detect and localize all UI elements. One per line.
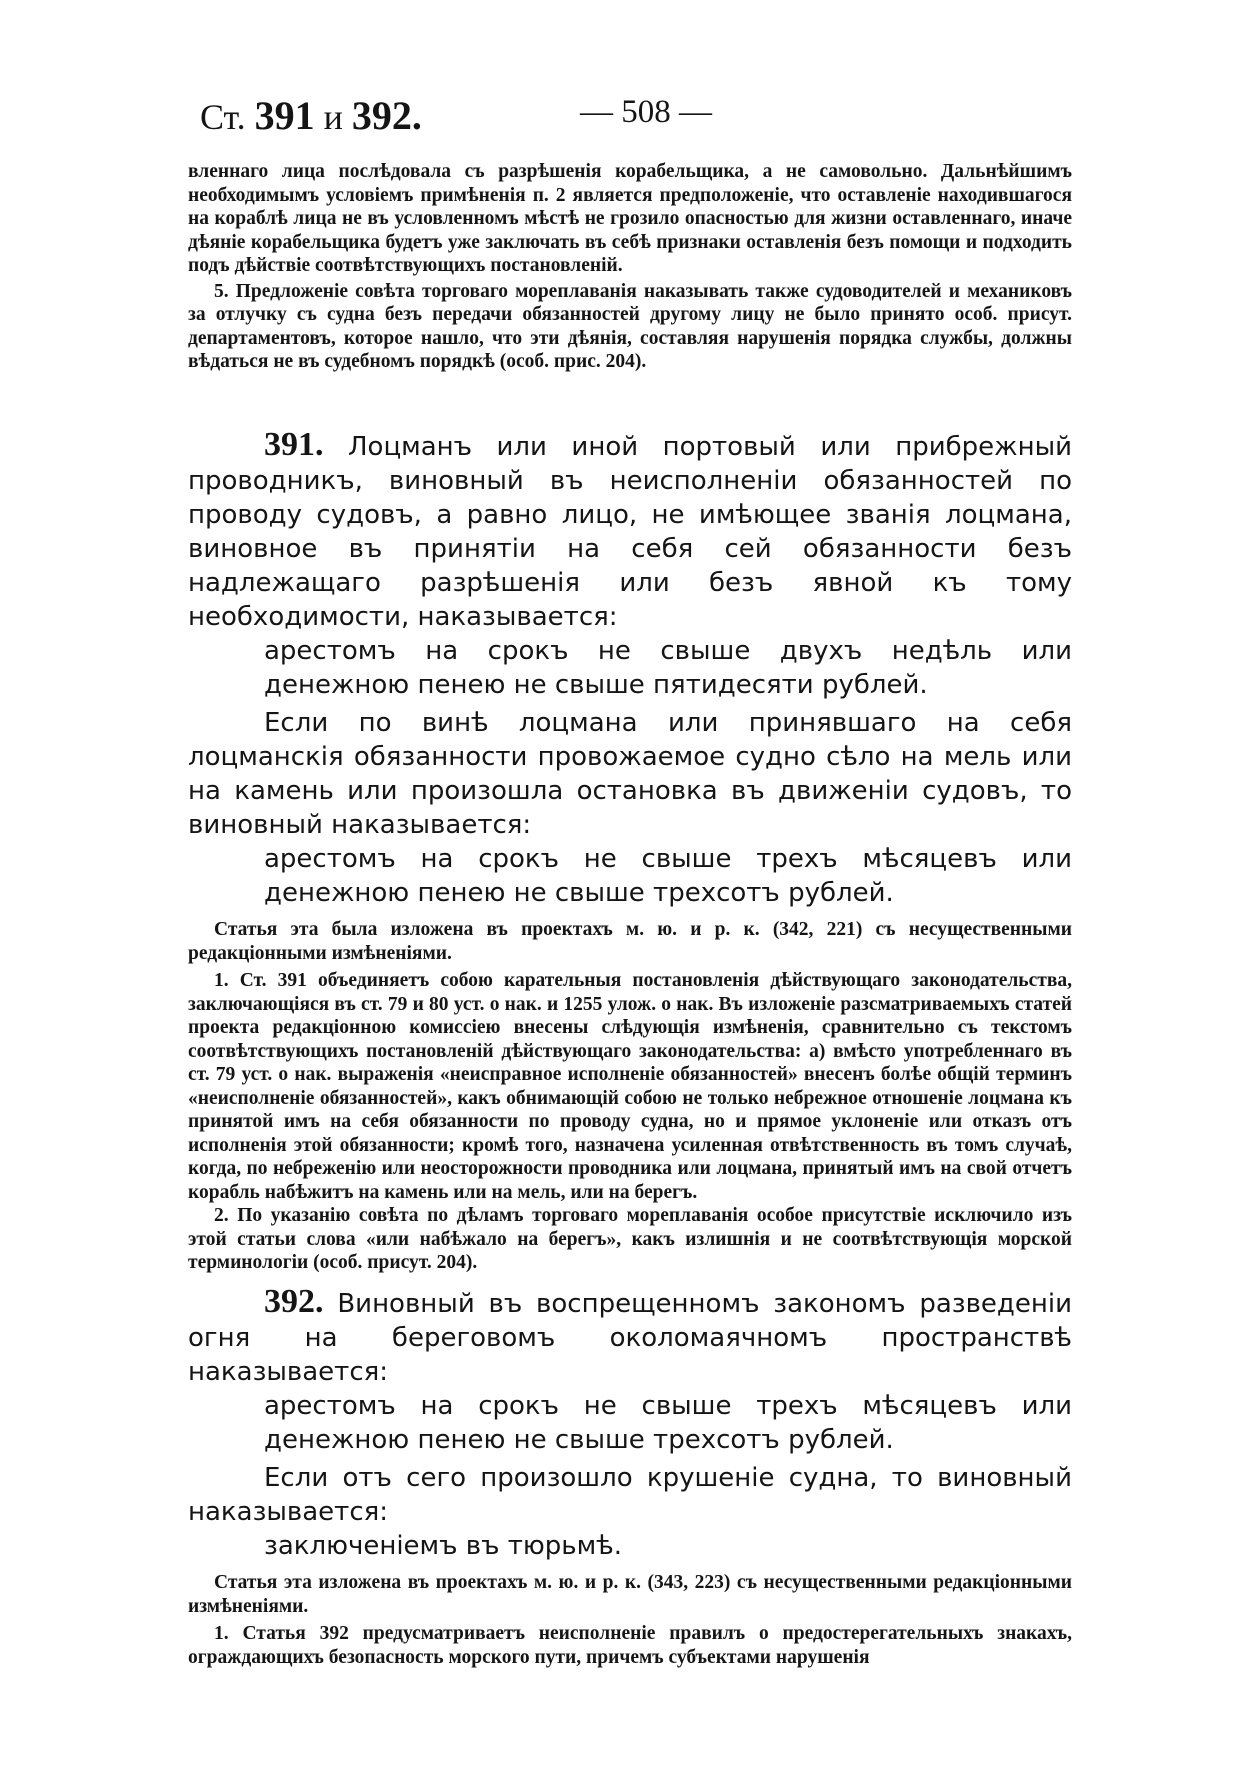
article-392-note-1: 1. Статья 392 предусматриваетъ неисполненіе правилъ о предостерегательныхъ знакахъ, ограждающихъ безопасность морского пути, причемъ субъектами нарушенія	[188, 1623, 1072, 1668]
article-392-penalty-2: заключеніемъ въ тюрьмѣ.	[264, 1531, 622, 1561]
article-391-text	[188, 428, 1072, 634]
article-392-source-note: Статья эта изложена въ проектахъ м. ю. и р. к. (343, 223) съ несущественными редакціонными измѣненіями.	[188, 1572, 1072, 1617]
article-391-source-note: Статья эта была изложена въ проектахъ м. ю. и р. к. (342, 221) съ несущественными редакціонными измѣненіями.	[188, 919, 1072, 964]
article-391-paragraph-2: Если по винѣ лоцмана или принявшаго на себя лоцманскія обязанности провожаемое судно сѣло на мель или на камень или произошла остановка въ движеніи судовъ, то виновный наказывается:	[188, 708, 1072, 840]
article-prefix: Ст.	[200, 97, 246, 137]
page-header	[0, 92, 1259, 144]
continuation-commentary	[188, 160, 1072, 374]
article-392-penalty-1: арестомъ на срокъ не свыше трехъ мѣсяцевъ или денежною пенею не свыше трехсотъ рублей.	[264, 1391, 1072, 1455]
article-conjunction: и	[323, 97, 343, 137]
article-391-number: 391.	[264, 426, 324, 463]
article-392-paragraph-2: Если отъ сего произошло крушеніе судна, то виновный наказывается:	[188, 1463, 1072, 1527]
article-391-note-2: 2. По указанію совѣта по дѣламъ торговаго мореплаванія особое присутствіе исключило изъ этой статьи слова «или набѣжало на берегъ», какъ излишнія и не соотвѣтствующія морской терминологіи (особ. присут. 204).	[188, 1205, 1072, 1273]
article-391-penalty-1: арестомъ на срокъ не свыше двухъ недѣль или денежною пенею не свыше пятидесяти рублей.	[264, 636, 1072, 700]
article-number-second: 392.	[351, 93, 422, 138]
article-391-penalty-2: арестомъ на срокъ не свыше трехъ мѣсяцевъ или денежною пенею не свыше трехсотъ рублей.	[264, 844, 1072, 908]
article-range-heading	[200, 92, 422, 139]
article-391-note-1: 1. Ст. 391 объединяетъ собою карательныя постановленія дѣйствующаго законодательства, заключающіяся въ ст. 79 и 80 уст. о нак. и 1255 улож. о нак. Въ изложеніе разсматриваемыхъ статей проекта редакціонною комиссіею внесены слѣдующія измѣненія, сравнительно съ текстомъ соотвѣтствующихъ постановленій дѣйствующаго законодательства: а) вмѣсто употребленнаго въ ст. 79 уст. о нак. выраженія «неисправное исполненіе обязанностей» внесенъ болѣе общій терминъ «неисполненіе обязанностей», какъ обнимающій собою не только небрежное отношеніе лоцмана къ принятой имъ на себя обязанности по проводу судна, но и прямое уклоненіе или отказъ отъ исполненія этой обязанности; кромѣ того, назначена усиленная отвѣтственность въ томъ случаѣ, когда, по небреженію или неосторожности проводника или лоцмана, принятый имъ на свой отчетъ корабль набѣжитъ на камень или на мель, или на берегъ.	[188, 970, 1072, 1203]
article-391	[188, 428, 1072, 1275]
article-392-body: Виновный въ воспрещенномъ закономъ разведеніи огня на береговомъ околомаячномъ пространствѣ наказывается:	[188, 1289, 1073, 1387]
commentary-note-5: 5. Предложеніе совѣта торговаго мореплаванія наказывать также судоводителей и механиковъ за отлучку съ судна безъ передачи обязанностей другому лицу не было принято особ. присут. департаментовъ, которое нашло, что эти дѣянія, составляя нарушенія порядка службы, должны вѣдаться не въ судебномъ порядкѣ (особ. прис. 204).	[188, 280, 1072, 372]
article-391-body: Лоцманъ или иной портовый или прибрежный проводникъ, виновный въ неисполненіи обязанностей по проводу судовъ, а равно лицо, не имѣющее званія лоцмана, виновное въ принятіи на себя сей обязанности безъ надлежащаго разрѣшенія или безъ явной къ тому необходимости, наказывается:	[188, 432, 1072, 632]
article-392-number: 392.	[264, 1283, 324, 1320]
article-392	[188, 1285, 1072, 1669]
article-number-first: 391	[254, 93, 315, 138]
article-392-text	[188, 1285, 1072, 1389]
page-number: — 508 —	[580, 94, 712, 130]
continuation-paragraph: вленнаго лица послѣдовала съ разрѣшенія корабельщика, а не самовольно. Дальнѣйшимъ необходимымъ условіемъ примѣненія п. 2 является предположеніе, что оставленіе находившагося на кораблѣ лица не въ условленномъ мѣстѣ не грозило опасностью для жизни оставленнаго, иначе дѣяніе корабельщика будетъ уже заключать въ себѣ признаки оставленія безъ помощи и подходить подъ дѣйствіе соотвѣтствующихъ постановленій.	[188, 161, 1072, 276]
